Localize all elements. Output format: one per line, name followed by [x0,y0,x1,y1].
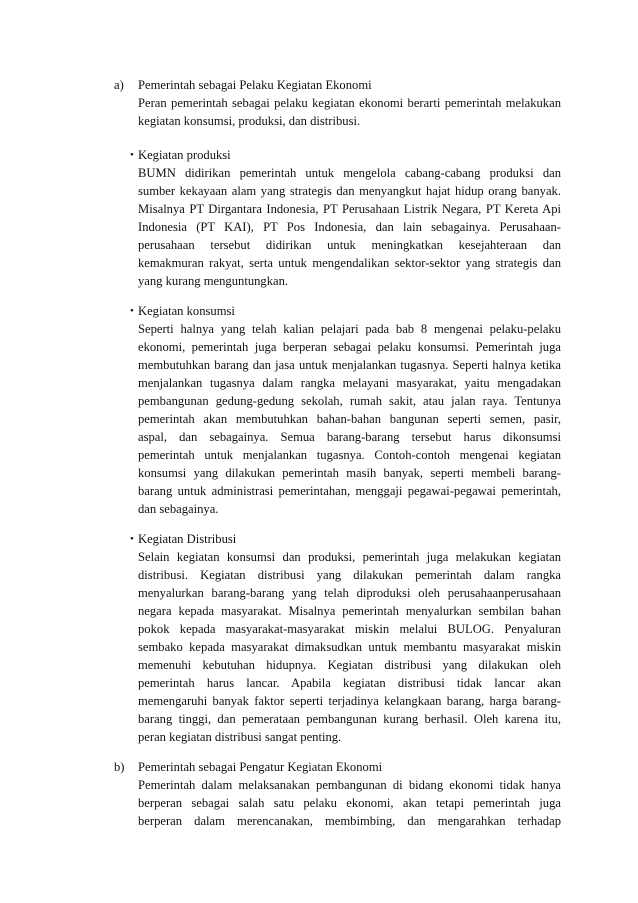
section-a-title: Pemerintah sebagai Pelaku Kegiatan Ekonomi [138,78,372,92]
section-b-intro-line: berperan dalam merencanakan, membimbing, dan mengarahkan terhadap [138,814,561,828]
paragraph-line: aspal, dan sebagainya. Semua barang-barang tersebut harus dikonsumsi [138,430,561,444]
paragraph-line: dan sebagainya. [138,502,219,516]
section-b-marker: b) [114,760,125,774]
section-a-marker: a) [114,78,124,92]
paragraph-line: barang tinggi, dan pemerataan pembangunan kurang berhasil. Oleh karena itu, [138,712,561,726]
paragraph-line: kemakmuran rakyat, serta untuk mengendalikan sektor-sektor yang strategis dan [138,256,561,270]
bullet-title-distribusi: Kegiatan Distribusi [138,532,237,546]
bullet-dot: • [130,305,134,317]
section-b-title: Pemerintah sebagai Pengatur Kegiatan Ekonomi [138,760,383,774]
section-b-intro-line: Pemerintah dalam melaksanakan pembangunan di bidang ekonomi tidak hanya [138,778,561,792]
paragraph-line: perusahaan tersebut didirikan untuk meningkatkan kesejahteraan dan [138,238,561,252]
paragraph-line: Selain kegiatan konsumsi dan produksi, pemerintah juga melakukan kegiatan [138,550,561,564]
paragraph-line: pemerintah akan membutuhkan bahan-bahan bangunan seperti semen, pasir, [138,412,561,426]
paragraph-line: menjalankan tugasnya dalam rangka melayani masyarakat, yaitu mengadakan [138,376,561,390]
paragraph-line: distribusi. Kegiatan distribusi yang dilakukan pemerintah dalam rangka [138,568,561,582]
paragraph-line: sumber kekayaan alam yang strategis dan menyangkut hajat hidup orang banyak. [138,184,561,198]
paragraph-line: negara kepada masyarakat. Misalnya pemerintah menyalurkan sembilan bahan [138,604,561,618]
section-b-intro-line: berperan sebagai salah satu pelaku ekonomi, akan tetapi pemerintah juga [138,796,561,810]
paragraph-line: peran kegiatan distribusi sangat penting. [138,730,342,744]
bullet-dot: • [130,149,134,161]
paragraph-line: membutuhkan barang dan jasa untuk menjalankan tugasnya. Seperti halnya ketika [138,358,561,372]
paragraph-line: pemerintah untuk menjalankan tugasnya. Contoh-contoh mengenai kegiatan [138,448,561,462]
paragraph-line: Misalnya PT Dirgantara Indonesia, PT Perusahaan Listrik Negara, PT Kereta Api [138,202,561,216]
paragraph-line: ekonomi, pemerintah juga berperan sebagai pelaku konsumsi. Pemerintah juga [138,340,561,354]
bullet-dot: • [130,533,134,545]
paragraph-line: yang kurang menguntungkan. [138,274,289,288]
paragraph-line: barang untuk administrasi pemerintahan, menggaji pegawai-pegawai pemerintah, [138,484,561,498]
paragraph-line: sembako kepada masyarakat dimaksudkan untuk membantu masyarakat miskin [138,640,561,654]
paragraph-line: Seperti halnya yang telah kalian pelajari pada bab 8 mengenai pelaku-pelaku [138,322,561,336]
bullet-title-konsumsi: Kegiatan konsumsi [138,304,235,318]
section-a-intro-line: kegiatan konsumsi, produksi, dan distribusi. [138,114,361,128]
paragraph-line: pokok kepada masyarakat-masyarakat miskin melalui BULOG. Penyaluran [138,622,561,636]
section-a-intro-line: Peran pemerintah sebagai pelaku kegiatan ekonomi berarti pemerintah melakukan [138,96,561,110]
paragraph-line: konsumsi yang dilakukan pemerintah masih banyak, seperti membeli barang- [138,466,561,480]
paragraph-line: pemerintah harus lancar. Apabila kegiatan distribusi tidak lancar akan [138,676,561,690]
paragraph-line: memengaruhi banyak faktor seperti terjadinya kelangkaan barang, harga barang- [138,694,561,708]
paragraph-line: pembangunan gedung-gedung sekolah, rumah sakit, atau jalan raya. Tentunya [138,394,561,408]
paragraph-line: BUMN didirikan pemerintah untuk mengelola cabang-cabang produksi dan [138,166,561,180]
paragraph-line: Indonesia (PT KAI), PT Pos Indonesia, dan lain sebagainya. Perusahaan- [138,220,561,234]
paragraph-line: menyalurkan barang-barang yang telah diproduksi oleh perusahaanperusahaan [138,586,561,600]
bullet-title-produksi: Kegiatan produksi [138,148,231,162]
paragraph-line: memenuhi kebutuhan hidupnya. Kegiatan distribusi yang dilakukan oleh [138,658,561,672]
